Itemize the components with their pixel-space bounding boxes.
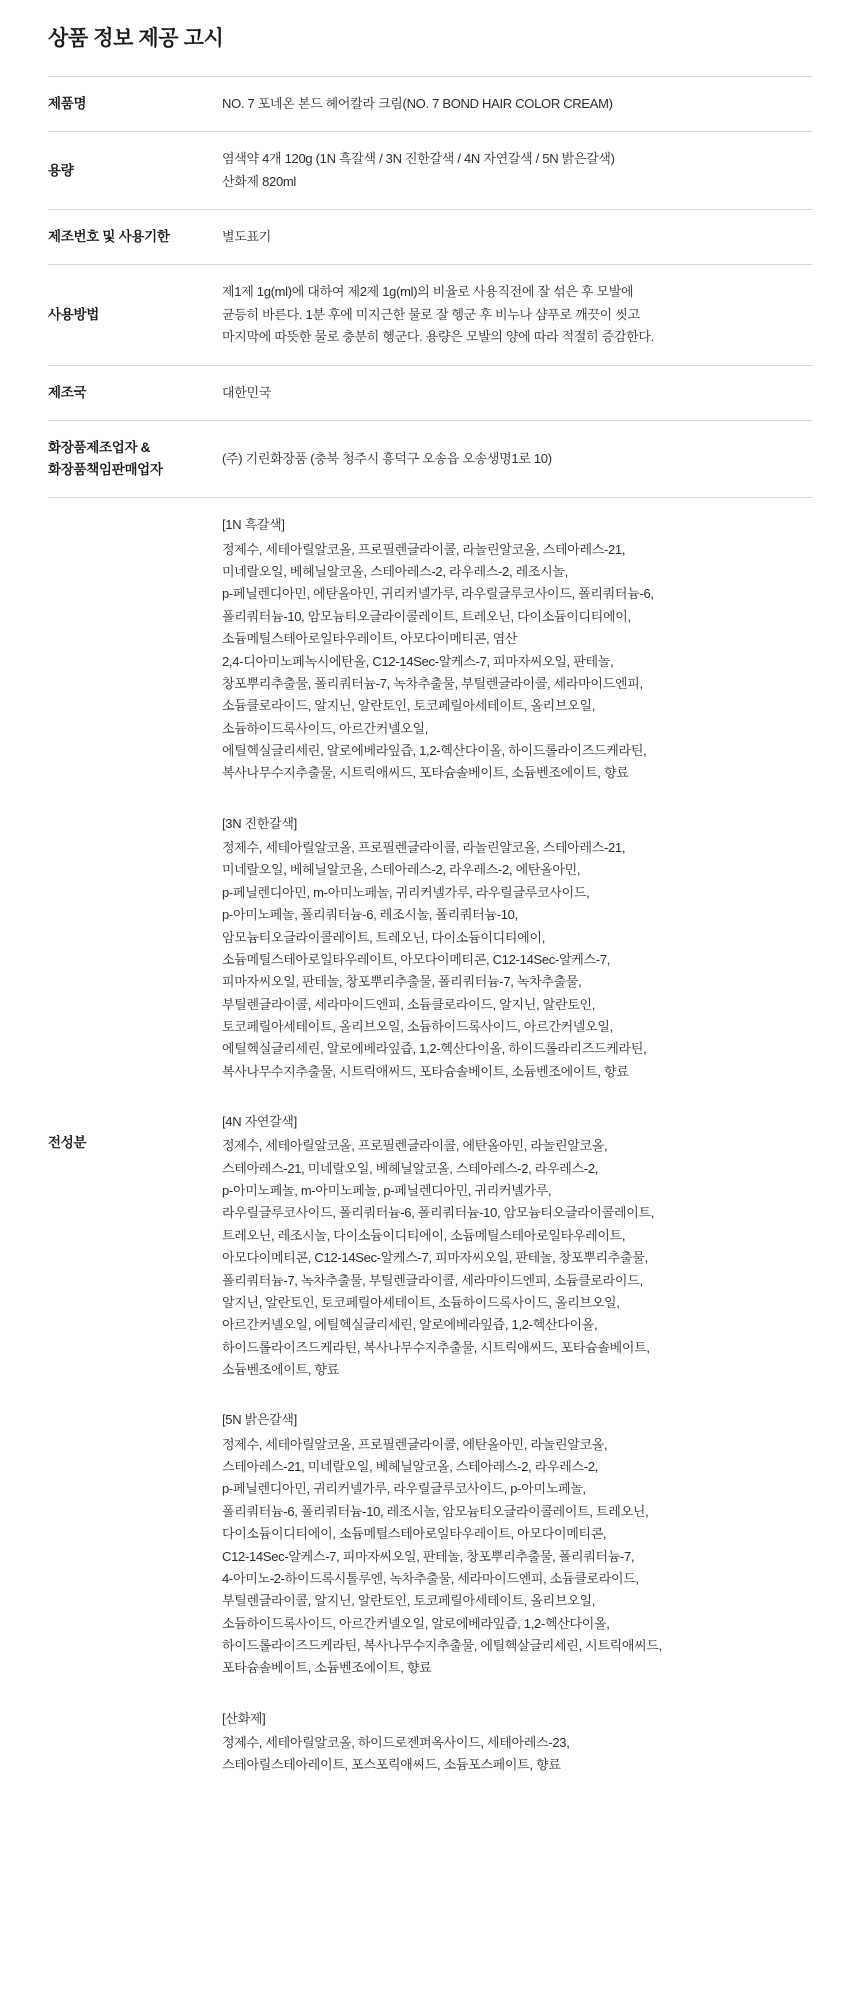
ingredient-line: 소듐하이드록사이드, 아르간커넬오일, 알로에베라잎즙, 1,2-헥산다이올, (222, 1615, 610, 1631)
ingredient-line: 폴리쿼터늄-10, 암모늄티오글라이콜레이트, 트레오닌, 다이소듐이디티에이, (222, 608, 631, 624)
ingredient-line: 미네랄오일, 베헤닐알코올, 스테아레스-2, 라우레스-2, 에탄올아민, (222, 862, 581, 878)
ingredient-line: 소듐벤조에이트, 향료 (222, 1361, 339, 1377)
ingredient-line: 트레오닌, 레조시놀, 다이소듐이디티에이, 소듐메틸스테아로일타우레이트, (222, 1227, 626, 1243)
ingredient-line: p-페닐렌디아민, 귀리커넬가루, 라우릴글루코사이드, p-아미노페놀, (222, 1481, 586, 1497)
row-label-lot-and-expiry: 제조번호 및 사용기한 (48, 229, 170, 245)
ingredient-line: 정제수, 세테아릴알코올, 프로필렌글라이콜, 에탄올아민, 라놀린알코올, (222, 1138, 608, 1154)
ingredient-group-body (222, 1434, 812, 1680)
ingredient-line: 4-아미노-2-하이드록시톨루엔, 녹차추출물, 세라마이드엔피, 소듐클로라이드, (222, 1570, 639, 1586)
row-label-volume: 용량 (48, 162, 74, 178)
value-line: 균등히 바른다. 1분 후에 미지근한 물로 잘 헹군 후 비누나 샴푸로 깨끗이 씻고 (222, 306, 640, 322)
ingredient-line: 미네랄오일, 베헤닐알코올, 스테아레스-2, 라우레스-2, 레조시놀, (222, 564, 568, 580)
ingredient-line: 창포뿌리추출물, 폴리쿼터늄-7, 녹차추출물, 부틸렌글라이콜, 세라마이드엔피, (222, 675, 643, 691)
row-value-country-of-origin (222, 365, 812, 420)
label-line: 화장품책임판매업자 (48, 462, 163, 478)
row-label-product-name: 제품명 (48, 96, 87, 112)
page-title: 상품 정보 제공 고시 (48, 27, 224, 50)
ingredient-line: p-아미노페놀, 폴리쿼터늄-6, 레조시놀, 폴리쿼터늄-10, (222, 907, 518, 923)
value-line: NO. 7 포네온 본드 헤어칼라 크림(NO. 7 BOND HAIR COLOR CREAM) (222, 96, 613, 111)
ingredient-group-4n (222, 1111, 812, 1381)
ingredient-line: 스테아릴스테아레이트, 포스포릭애씨드, 소듐포스페이트, 향료 (222, 1757, 561, 1773)
ingredient-line: 폴리쿼터늄-7, 녹차추출물, 부틸렌글라이콜, 세라마이드엔피, 소듐클로라이드, (222, 1272, 643, 1288)
ingredient-line: 아르간커넬오일, 에틸헥실글리세린, 알로에베라잎즙, 1,2-헥산다이올, (222, 1317, 598, 1333)
row-value-product-name (222, 77, 812, 132)
ingredient-line: 복사나무수지추출물, 시트릭애씨드, 포타슘솔베이트, 소듐벤조에이트, 향료 (222, 765, 629, 781)
ingredient-group-heading: [1N 흑갈색] (222, 517, 285, 533)
ingredient-line: 소듐메틸스테아로일타우레이트, 아모다이메티콘, 염산 (222, 631, 518, 647)
ingredient-group-heading: [산화제] (222, 1710, 266, 1726)
ingredient-line: 소듐하이드록사이드, 아르간커넬오일, (222, 720, 429, 736)
ingredient-line: 포타슘솔베이트, 소듐벤조에이트, 향료 (222, 1660, 432, 1676)
value-line: 별도표기 (222, 229, 272, 245)
ingredient-line: 정제수, 세테아릴알코올, 하이드로젠퍼옥사이드, 세테아레스-23, (222, 1735, 570, 1751)
row-value-lot-and-expiry (222, 210, 812, 265)
ingredient-group-heading: [5N 밝은갈색] (222, 1412, 297, 1428)
ingredient-line: 2,4-디아미노페녹시에탄올, C12-14Sec-알케스-7, 피마자씨오일, 판테놀, (222, 653, 614, 669)
ingredient-line: 다이소듐이디티에이, 소듐메틸스테아로일타우레이트, 아모다이메티콘, (222, 1526, 607, 1542)
ingredient-group-5n (222, 1409, 812, 1679)
ingredient-line: C12-14Sec-알케스-7, 피마자씨오일, 판테놀, 창포뿌리추출물, 폴리쿼터늄-7, (222, 1548, 635, 1564)
ingredient-line: 스테아레스-21, 미네랄오일, 베헤닐알코올, 스테아레스-2, 라우레스-2, (222, 1160, 599, 1176)
ingredient-line: 복사나무수지추출물, 시트릭애씨드, 포타슘솔베이트, 소듐벤조에이트, 향료 (222, 1063, 629, 1079)
ingredient-line: p-페닐렌디아민, 에탄올아민, 귀리커넬가루, 라우릴글루코사이드, 폴리쿼터늄-6, (222, 586, 654, 602)
ingredient-line: 아모다이메티콘, C12-14Sec-알케스-7, 피마자씨오일, 판테놀, 창포뿌리추출물, (222, 1250, 648, 1266)
row-value-volume (222, 132, 812, 210)
table-row (48, 420, 812, 498)
value-line: 산화제 820ml (222, 173, 296, 189)
value-line: 제1제 1g(ml)에 대하여 제2제 1g(ml)의 비율로 사용직전에 잘 섞은 후 모발에 (222, 284, 634, 300)
ingredient-line: 부틸렌글라이콜, 알지닌, 알란토인, 토코페릴아세테이트, 올리브오일, (222, 1593, 596, 1609)
ingredient-line: 부틸렌글라이콜, 세라마이드엔피, 소듐클로라이드, 알지닌, 알란토인, (222, 996, 596, 1012)
row-label-ingredients: 전성분 (48, 1135, 87, 1151)
value-line: 염색약 4개 120g (1N 흑갈색 / 3N 진한갈색 / 4N 자연갈색 / 5N 밝은갈색) (222, 151, 615, 167)
ingredient-group-heading: [4N 자연갈색] (222, 1114, 297, 1130)
table-row (48, 365, 812, 420)
ingredient-line: 정제수, 세테아릴알코올, 프로필렌글라이콜, 라놀린알코올, 스테아레스-21, (222, 840, 626, 856)
ingredient-group-body (222, 539, 812, 785)
ingredient-line: 정제수, 세테아릴알코올, 프로필렌글라이콜, 에탄올아민, 라놀린알코올, (222, 1436, 608, 1452)
row-value-usage (222, 265, 812, 365)
ingredient-line: 피마자씨오일, 판테놀, 창포뿌리추출물, 폴리쿼터늄-7, 녹차추출물, (222, 974, 582, 990)
ingredient-line: p-아미노페놀, m-아미노페놀, p-페닐렌디아민, 귀리커넬가루, (222, 1183, 552, 1199)
ingredient-group-body (222, 1732, 812, 1777)
row-label-manufacturer-and-seller (48, 420, 222, 498)
ingredient-line: 소듐클로라이드, 알지닌, 알란토인, 토코페릴아세테이트, 올리브오일, (222, 698, 596, 714)
ingredient-line: 에틸헥실글리세린, 알로에베라잎즙, 1,2-헥산다이올, 하이드롤라리즈드케라틴, (222, 1041, 647, 1057)
ingredient-line: p-페닐렌디아민, m-아미노페놀, 귀리커넬가루, 라우릴글루코사이드, (222, 884, 590, 900)
label-line: 화장품제조업자 & (48, 439, 151, 455)
ingredient-line: 스테아레스-21, 미네랄오일, 베헤닐알코올, 스테아레스-2, 라우레스-2, (222, 1459, 599, 1475)
ingredient-line: 하이드롤라이즈드케라틴, 복사나무수지추출물, 시트릭애씨드, 포타슘솔베이트, (222, 1339, 650, 1355)
table-row (48, 132, 812, 210)
ingredient-line: 폴리쿼터늄-6, 폴리쿼터늄-10, 레조시놀, 암모늄티오글라이콜레이트, 트레오닌, (222, 1503, 649, 1519)
table-row (48, 77, 812, 132)
product-info-table (48, 76, 812, 1789)
table-row (48, 210, 812, 265)
row-value-ingredients (222, 498, 812, 1789)
ingredient-group-body (222, 837, 812, 1083)
ingredient-line: 정제수, 세테아릴알코올, 프로필렌글라이콜, 라놀린알코올, 스테아레스-21, (222, 541, 626, 557)
row-label-usage: 사용방법 (48, 306, 99, 322)
ingredient-line: 소듐메틸스테아로일타우레이트, 아모다이메티콘, C12-14Sec-알케스-7, (222, 951, 611, 967)
ingredient-line: 암모늄티오글라이콜레이트, 트레오닌, 다이소듐이디티에이, (222, 929, 546, 945)
value-line: 마지막에 따뜻한 물로 충분히 헹군다. 용량은 모발의 양에 따라 적절히 증감한다. (222, 329, 654, 345)
row-label-country-of-origin: 제조국 (48, 384, 87, 400)
ingredient-line: 라우릴글루코사이드, 폴리쿼터늄-6, 폴리쿼터늄-10, 암모늄티오글라이콜레이트, (222, 1205, 655, 1221)
ingredient-group-oxidizer (222, 1708, 812, 1777)
ingredient-line: 하이드롤라이즈드케라틴, 복사나무수지추출물, 에틸헥살글리세린, 시트릭애씨드, (222, 1637, 662, 1653)
ingredient-group-1n (222, 514, 812, 784)
value-line: (주) 기린화장품 (충북 청주시 흥덕구 오송읍 오송생명1로 10) (222, 450, 552, 466)
table-row-ingredients (48, 498, 812, 1789)
ingredient-line: 알지닌, 알란토인, 토코페릴아세테이트, 소듐하이드록사이드, 올리브오일, (222, 1294, 620, 1310)
table-row (48, 265, 812, 365)
ingredient-line: 에틸헥실글리세린, 알로에베라잎즙, 1,2-헥산다이올, 하이드롤라이즈드케라틴, (222, 743, 647, 758)
ingredient-group-body (222, 1135, 812, 1381)
ingredient-group-heading: [3N 진한갈색] (222, 815, 297, 831)
ingredient-group-3n (222, 813, 812, 1083)
value-line: 대한민국 (222, 384, 272, 400)
ingredient-line: 토코페릴아세테이트, 올리브오일, 소듐하이드록사이드, 아르간커넬오일, (222, 1018, 613, 1034)
row-value-manufacturer-and-seller (222, 420, 812, 498)
